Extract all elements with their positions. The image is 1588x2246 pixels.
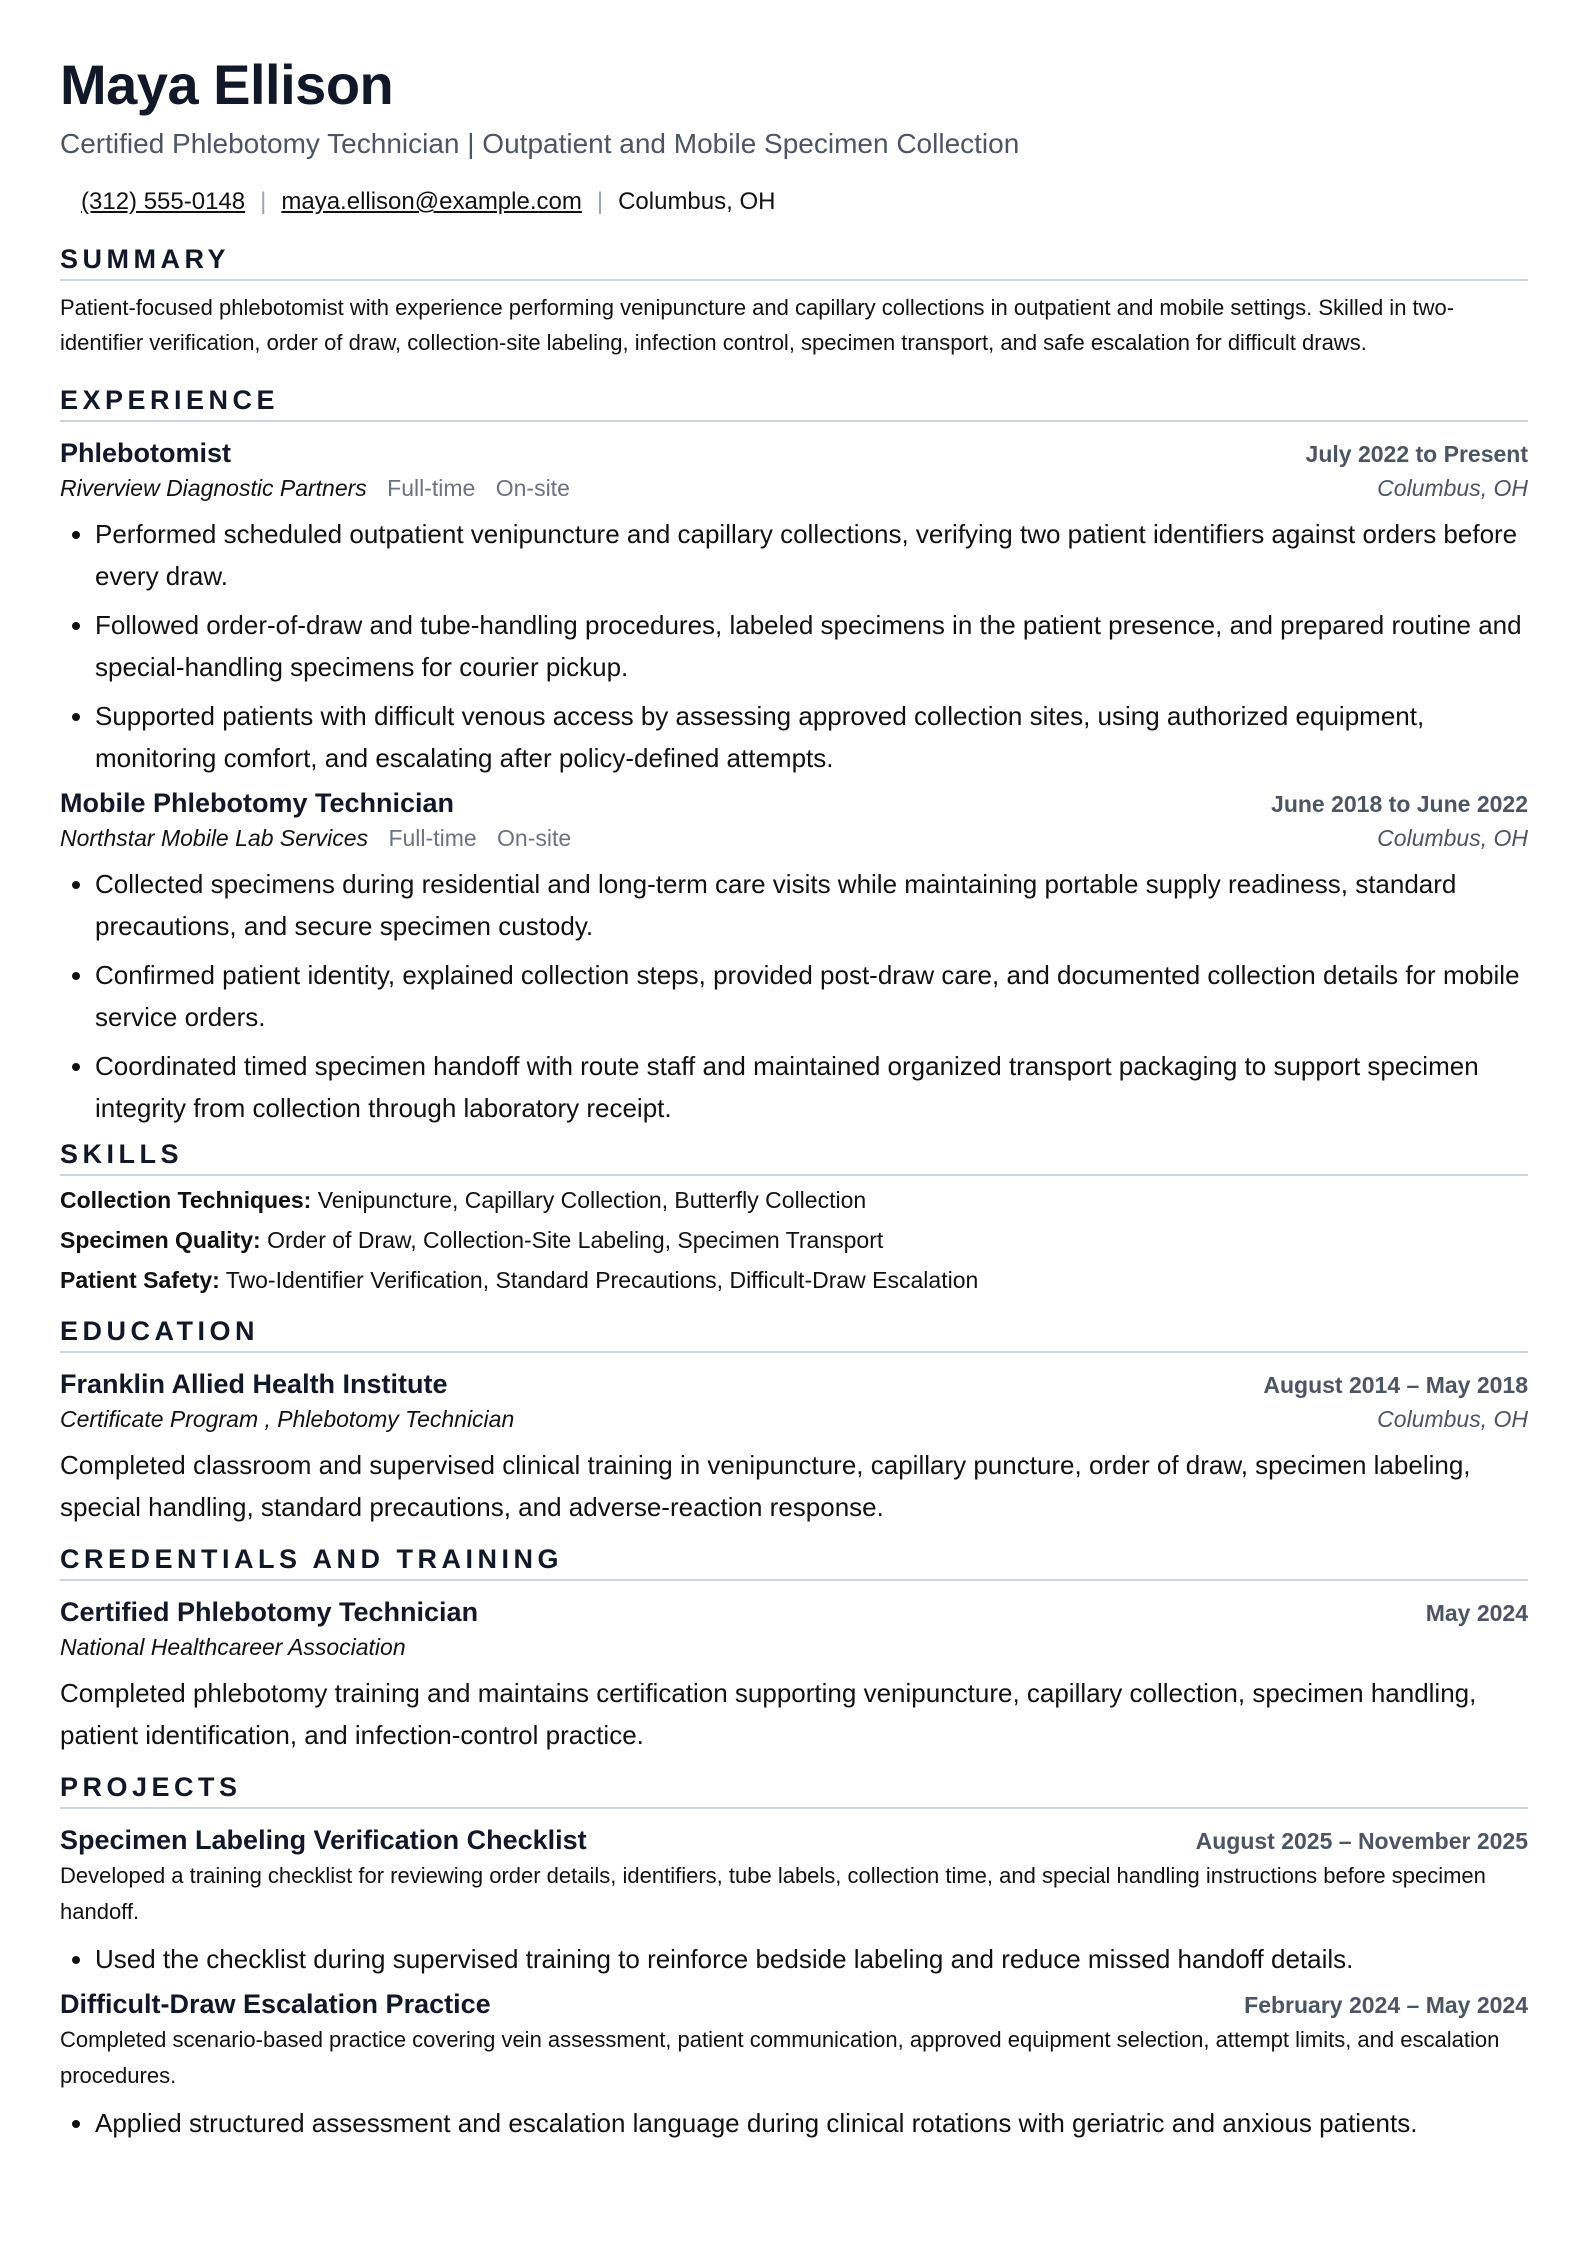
section-title-credentials: CREDENTIALS AND TRAINING: [60, 1542, 1528, 1581]
credential-date: May 2024: [1425, 1600, 1528, 1626]
project-dates: February 2024 – May 2024: [1244, 1992, 1528, 2018]
education-dates: August 2014 – May 2018: [1263, 1372, 1528, 1398]
school-name: Franklin Allied Health Institute: [60, 1369, 448, 1399]
contact-separator: |: [260, 188, 267, 215]
project-entry: [60, 1823, 1528, 1980]
company-name: Northstar Mobile Lab Services: [60, 825, 369, 851]
skills-section: [60, 1137, 1528, 1300]
section-title-summary: SUMMARY: [60, 242, 1528, 281]
job-location: Columbus, OH: [1377, 825, 1528, 851]
job-dates: June 2018 to June 2022: [1271, 791, 1528, 817]
job-bullets: [60, 513, 1528, 779]
credential-description: Completed phlebotomy training and maintains certification supporting venipuncture, capillary collection, specimen handling, patient identification, and infection-control practice.: [60, 1678, 1477, 1750]
section-title-education: EDUCATION: [60, 1314, 1528, 1353]
contact-separator: |: [596, 188, 604, 215]
job-dates: July 2022 to Present: [1305, 441, 1528, 467]
summary-text: Patient-focused phlebotomist with experience performing venipuncture and capillary collections in outpatient and mobile settings. Skilled in two-identifier verification, order of draw, collection-site labeling, infection control, specimen transport, and safe escalation for difficult draws.: [60, 295, 1455, 355]
list-item: • Used the checklist during supervised training to reinforce bedside labeling and reduce missed handoff details.: [95, 1938, 1528, 1980]
employment-type: Full-time: [387, 475, 476, 501]
skill-row: [60, 1260, 1528, 1300]
phone-link[interactable]: (312) 555-0148: [81, 188, 246, 215]
job-bullets: [60, 863, 1528, 1129]
list-item: • Coordinated timed specimen handoff with route staff and maintained organized transport packaging to support specimen integrity from collection through laboratory receipt.: [95, 1045, 1528, 1129]
list-item: • Applied structured assessment and escalation language during clinical rotations with geriatric and anxious patients.: [95, 2102, 1528, 2144]
skill-category: Patient Safety:: [60, 1267, 220, 1293]
list-item: • Collected specimens during residential and long-term care visits while maintaining portable supply readiness, standard precautions, and secure specimen custody.: [95, 863, 1528, 947]
skill-values: Order of Draw, Collection-Site Labeling, Specimen Transport: [267, 1227, 884, 1253]
credential-issuer: National Healthcareer Association: [60, 1634, 406, 1660]
work-mode: On-site: [497, 825, 572, 851]
list-item: • Performed scheduled outpatient venipuncture and capillary collections, verifying two patient identifiers against orders before every draw.: [95, 513, 1528, 597]
project-bullets: [60, 2102, 1528, 2144]
list-item: • Supported patients with difficult venous access by assessing approved collection sites, using authorized equipment, monitoring comfort, and escalating after policy-defined attempts.: [95, 695, 1528, 779]
candidate-name: Maya Ellison: [60, 53, 394, 116]
project-description: Completed scenario-based practice covering vein assessment, patient communication, approved equipment selection, attempt limits, and escalation procedures.: [60, 2027, 1500, 2088]
school-location: Columbus, OH: [1377, 1406, 1528, 1432]
skill-values: Two-Identifier Verification, Standard Precautions, Difficult-Draw Escalation: [225, 1267, 979, 1293]
job-title: Mobile Phlebotomy Technician: [60, 788, 455, 818]
experience-entry: [60, 786, 1528, 1129]
program-name: Certificate Program , Phlebotomy Technician: [60, 1406, 515, 1432]
job-title: Phlebotomist: [60, 438, 232, 468]
skill-values: Venipuncture, Capillary Collection, Butterfly Collection: [317, 1187, 867, 1213]
project-description: Developed a training checklist for reviewing order details, identifiers, tube labels, collection time, and special handling instructions before specimen handoff.: [60, 1863, 1486, 1924]
education-section: [60, 1314, 1528, 1528]
project-entry: [60, 1987, 1528, 2144]
resume-header: [60, 0, 1528, 218]
skill-category: Specimen Quality:: [60, 1227, 261, 1253]
experience-entry: [60, 436, 1528, 779]
education-description: Completed classroom and supervised clinical training in venipuncture, capillary puncture, order of draw, specimen labeling, special handling, standard precautions, and adverse-reaction response.: [60, 1450, 1471, 1522]
list-item: • Followed order-of-draw and tube-handling procedures, labeled specimens in the patient presence, and prepared routine and special-handling specimens for courier pickup.: [95, 604, 1528, 688]
experience-section: [60, 383, 1528, 1129]
contact-line: [60, 186, 1528, 218]
project-bullets: [60, 1938, 1528, 1980]
list-item: • Confirmed patient identity, explained collection steps, provided post-draw care, and documented collection details for mobile service orders.: [95, 954, 1528, 1038]
credential-name: Certified Phlebotomy Technician: [60, 1597, 479, 1627]
section-title-skills: SKILLS: [60, 1137, 1528, 1176]
summary-section: [60, 242, 1528, 360]
employment-type: Full-time: [388, 825, 477, 851]
email-link[interactable]: maya.ellison@example.com: [281, 188, 582, 215]
skill-category: Collection Techniques:: [60, 1187, 312, 1213]
contact-location: Columbus, OH: [618, 188, 776, 215]
company-name: Riverview Diagnostic Partners: [60, 475, 367, 501]
project-name: Difficult-Draw Escalation Practice: [60, 1989, 491, 2019]
section-title-experience: EXPERIENCE: [60, 383, 1528, 422]
section-title-projects: PROJECTS: [60, 1770, 1528, 1809]
job-location: Columbus, OH: [1377, 475, 1528, 501]
work-mode: On-site: [495, 475, 570, 501]
project-name: Specimen Labeling Verification Checklist: [60, 1825, 587, 1855]
projects-section: [60, 1770, 1528, 2144]
skill-row: [60, 1180, 1528, 1220]
credentials-section: [60, 1542, 1528, 1756]
skill-row: [60, 1220, 1528, 1260]
project-dates: August 2025 – November 2025: [1195, 1828, 1528, 1854]
candidate-headline: Certified Phlebotomy Technician | Outpatient and Mobile Specimen Collection: [60, 128, 1020, 159]
